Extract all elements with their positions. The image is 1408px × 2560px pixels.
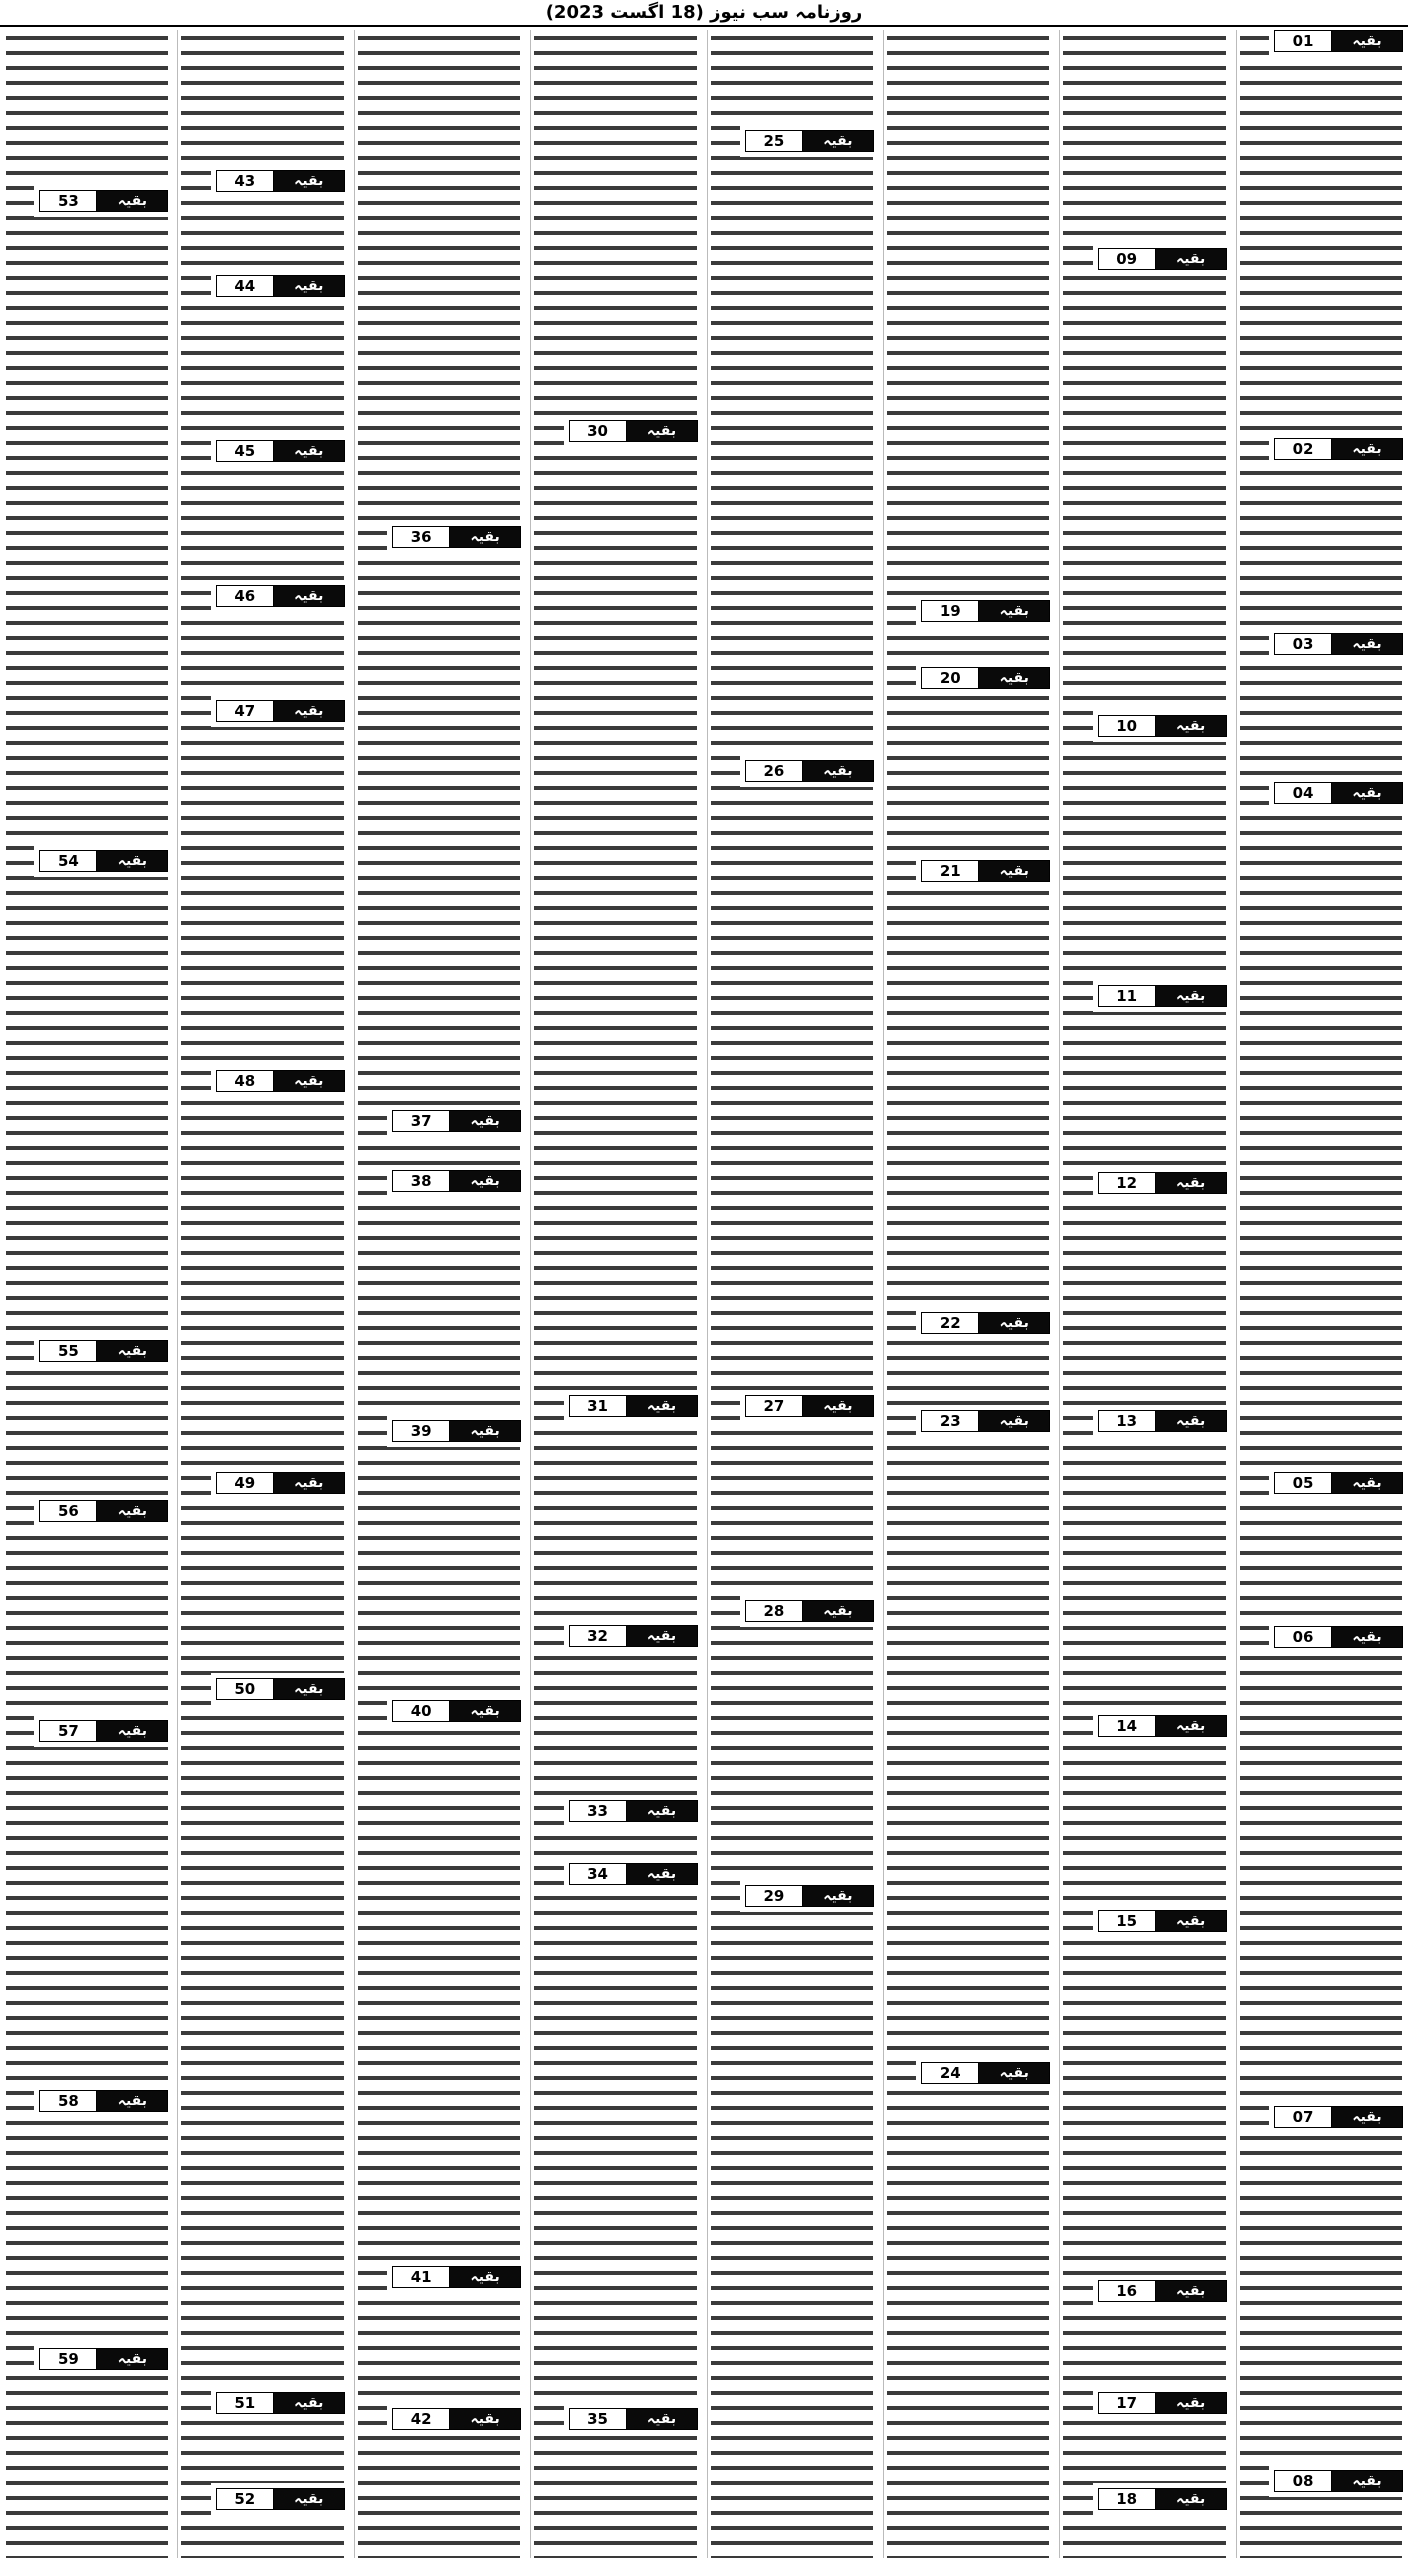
section-label: بقیہ bbox=[273, 2392, 345, 2414]
section-number: 32 bbox=[569, 1625, 626, 1647]
section-number: 39 bbox=[392, 1420, 449, 1442]
section-label: بقیہ bbox=[1155, 2280, 1227, 2302]
section-number: 31 bbox=[569, 1395, 626, 1417]
section-number: 30 bbox=[569, 420, 626, 442]
section-number: 10 bbox=[1098, 715, 1155, 737]
section-number: 07 bbox=[1274, 2106, 1331, 2128]
section-label: بقیہ bbox=[626, 420, 698, 442]
section-label: بقیہ bbox=[273, 170, 345, 192]
column-6 bbox=[354, 30, 524, 2558]
continuation-section bbox=[1274, 782, 1403, 804]
section-number: 27 bbox=[745, 1395, 802, 1417]
continuation-section bbox=[921, 860, 1050, 882]
section-number: 02 bbox=[1274, 438, 1331, 460]
section-label: بقیہ bbox=[273, 1678, 345, 1700]
column-4 bbox=[707, 30, 877, 2558]
section-label: بقیہ bbox=[978, 1410, 1050, 1432]
section-label: بقیہ bbox=[449, 1110, 521, 1132]
continuation-section bbox=[745, 1600, 874, 1622]
column-1 bbox=[1236, 30, 1406, 2558]
section-label: بقیہ bbox=[1155, 248, 1227, 270]
continuation-section bbox=[1098, 248, 1227, 270]
column-3 bbox=[883, 30, 1053, 2558]
section-number: 06 bbox=[1274, 1626, 1331, 1648]
column-7 bbox=[177, 30, 347, 2558]
section-label: بقیہ bbox=[449, 1170, 521, 1192]
section-label: بقیہ bbox=[1331, 2106, 1403, 2128]
section-number: 16 bbox=[1098, 2280, 1155, 2302]
section-number: 03 bbox=[1274, 633, 1331, 655]
section-label: بقیہ bbox=[449, 1700, 521, 1722]
section-number: 55 bbox=[39, 1340, 96, 1362]
continuation-section bbox=[216, 170, 345, 192]
section-label: بقیہ bbox=[1155, 1910, 1227, 1932]
section-number: 40 bbox=[392, 1700, 449, 1722]
section-label: بقیہ bbox=[802, 760, 874, 782]
section-number: 48 bbox=[216, 1070, 273, 1092]
continuation-section bbox=[216, 2488, 345, 2510]
section-label: بقیہ bbox=[626, 1863, 698, 1885]
continuation-section bbox=[1098, 1410, 1227, 1432]
section-number: 04 bbox=[1274, 782, 1331, 804]
section-number: 33 bbox=[569, 1800, 626, 1822]
section-label: بقیہ bbox=[802, 1885, 874, 1907]
continuation-section bbox=[216, 1070, 345, 1092]
section-number: 52 bbox=[216, 2488, 273, 2510]
continuation-section bbox=[1274, 2470, 1403, 2492]
section-number: 11 bbox=[1098, 985, 1155, 1007]
continuation-section bbox=[1098, 985, 1227, 1007]
section-number: 24 bbox=[921, 2062, 978, 2084]
continuation-section bbox=[1098, 1172, 1227, 1194]
section-label: بقیہ bbox=[449, 2266, 521, 2288]
section-label: بقیہ bbox=[1331, 438, 1403, 460]
continuation-section bbox=[216, 275, 345, 297]
section-number: 25 bbox=[745, 130, 802, 152]
continuation-section bbox=[921, 667, 1050, 689]
section-number: 23 bbox=[921, 1410, 978, 1432]
continuation-section bbox=[745, 1885, 874, 1907]
section-number: 01 bbox=[1274, 30, 1331, 52]
section-label: بقیہ bbox=[1331, 30, 1403, 52]
section-number: 28 bbox=[745, 1600, 802, 1622]
continuation-section bbox=[569, 1863, 698, 1885]
section-number: 08 bbox=[1274, 2470, 1331, 2492]
continuation-section bbox=[39, 1720, 168, 1742]
section-label: بقیہ bbox=[449, 2408, 521, 2430]
section-number: 15 bbox=[1098, 1910, 1155, 1932]
section-number: 47 bbox=[216, 700, 273, 722]
continuation-section bbox=[392, 1700, 521, 1722]
section-label: بقیہ bbox=[1155, 1410, 1227, 1432]
section-number: 26 bbox=[745, 760, 802, 782]
section-number: 42 bbox=[392, 2408, 449, 2430]
section-label: بقیہ bbox=[96, 1720, 168, 1742]
continuation-section bbox=[569, 1800, 698, 1822]
continuation-section bbox=[39, 2348, 168, 2370]
column-2 bbox=[1059, 30, 1229, 2558]
continuation-section bbox=[392, 1420, 521, 1442]
section-number: 20 bbox=[921, 667, 978, 689]
continuation-section bbox=[39, 850, 168, 872]
continuation-section bbox=[745, 1395, 874, 1417]
continuation-section bbox=[921, 2062, 1050, 2084]
continuation-page-columns bbox=[2, 30, 1406, 2558]
continuation-section bbox=[392, 526, 521, 548]
continuation-section bbox=[216, 1472, 345, 1494]
section-label: بقیہ bbox=[96, 2348, 168, 2370]
section-label: بقیہ bbox=[96, 1500, 168, 1522]
section-number: 36 bbox=[392, 526, 449, 548]
section-label: بقیہ bbox=[273, 585, 345, 607]
continuation-section bbox=[569, 2408, 698, 2430]
section-label: بقیہ bbox=[1155, 985, 1227, 1007]
continuation-section bbox=[39, 2090, 168, 2112]
section-label: بقیہ bbox=[1331, 1626, 1403, 1648]
section-label: بقیہ bbox=[978, 2062, 1050, 2084]
section-label: بقیہ bbox=[802, 1395, 874, 1417]
continuation-section bbox=[39, 190, 168, 212]
continuation-section bbox=[1098, 2488, 1227, 2510]
section-label: بقیہ bbox=[978, 860, 1050, 882]
section-number: 35 bbox=[569, 2408, 626, 2430]
section-number: 44 bbox=[216, 275, 273, 297]
continuation-section bbox=[216, 585, 345, 607]
section-number: 21 bbox=[921, 860, 978, 882]
continuation-section bbox=[1274, 438, 1403, 460]
section-label: بقیہ bbox=[1331, 782, 1403, 804]
section-label: بقیہ bbox=[626, 2408, 698, 2430]
continuation-section bbox=[1274, 633, 1403, 655]
continuation-section bbox=[745, 130, 874, 152]
section-number: 58 bbox=[39, 2090, 96, 2112]
continuation-section bbox=[921, 600, 1050, 622]
continuation-section bbox=[921, 1312, 1050, 1334]
section-label: بقیہ bbox=[1331, 633, 1403, 655]
section-number: 19 bbox=[921, 600, 978, 622]
continuation-section bbox=[392, 1170, 521, 1192]
section-label: بقیہ bbox=[273, 700, 345, 722]
section-number: 51 bbox=[216, 2392, 273, 2414]
continuation-section bbox=[1098, 715, 1227, 737]
section-number: 46 bbox=[216, 585, 273, 607]
section-number: 41 bbox=[392, 2266, 449, 2288]
section-label: بقیہ bbox=[626, 1800, 698, 1822]
section-number: 18 bbox=[1098, 2488, 1155, 2510]
continuation-section bbox=[216, 1678, 345, 1700]
section-label: بقیہ bbox=[273, 275, 345, 297]
continuation-section bbox=[1098, 1910, 1227, 1932]
section-number: 45 bbox=[216, 440, 273, 462]
section-number: 34 bbox=[569, 1863, 626, 1885]
section-number: 54 bbox=[39, 850, 96, 872]
section-number: 17 bbox=[1098, 2392, 1155, 2414]
continuation-section bbox=[569, 1625, 698, 1647]
section-label: بقیہ bbox=[626, 1625, 698, 1647]
section-number: 53 bbox=[39, 190, 96, 212]
section-label: بقیہ bbox=[1155, 1172, 1227, 1194]
section-label: بقیہ bbox=[978, 1312, 1050, 1334]
column-8 bbox=[2, 30, 171, 2558]
section-label: بقیہ bbox=[626, 1395, 698, 1417]
section-label: بقیہ bbox=[273, 1070, 345, 1092]
section-label: بقیہ bbox=[96, 850, 168, 872]
section-label: بقیہ bbox=[978, 600, 1050, 622]
section-label: بقیہ bbox=[1155, 2392, 1227, 2414]
continuation-section bbox=[392, 1110, 521, 1132]
section-number: 22 bbox=[921, 1312, 978, 1334]
continuation-section bbox=[39, 1500, 168, 1522]
continuation-section bbox=[1098, 1715, 1227, 1737]
section-label: بقیہ bbox=[96, 2090, 168, 2112]
section-label: بقیہ bbox=[273, 440, 345, 462]
continuation-section bbox=[1274, 2106, 1403, 2128]
section-number: 05 bbox=[1274, 1472, 1331, 1494]
section-label: بقیہ bbox=[802, 1600, 874, 1622]
section-number: 09 bbox=[1098, 248, 1155, 270]
section-number: 57 bbox=[39, 1720, 96, 1742]
section-number: 12 bbox=[1098, 1172, 1155, 1194]
section-label: بقیہ bbox=[96, 190, 168, 212]
section-number: 29 bbox=[745, 1885, 802, 1907]
masthead-divider bbox=[0, 25, 1408, 27]
section-number: 14 bbox=[1098, 1715, 1155, 1737]
continuation-section bbox=[569, 420, 698, 442]
newspaper-masthead: روزنامہ سب نیوز (18 اگست 2023) bbox=[545, 1, 863, 23]
section-number: 56 bbox=[39, 1500, 96, 1522]
section-label: بقیہ bbox=[1155, 1715, 1227, 1737]
continuation-section bbox=[216, 440, 345, 462]
section-label: بقیہ bbox=[1331, 2470, 1403, 2492]
section-label: بقیہ bbox=[1155, 715, 1227, 737]
continuation-section bbox=[39, 1340, 168, 1362]
continuation-section bbox=[216, 2392, 345, 2414]
section-label: بقیہ bbox=[449, 1420, 521, 1442]
continuation-section bbox=[1274, 30, 1403, 52]
continuation-section bbox=[392, 2266, 521, 2288]
continuation-section bbox=[745, 760, 874, 782]
continuation-section bbox=[392, 2408, 521, 2430]
continuation-section bbox=[569, 1395, 698, 1417]
section-number: 37 bbox=[392, 1110, 449, 1132]
section-number: 49 bbox=[216, 1472, 273, 1494]
section-label: بقیہ bbox=[1155, 2488, 1227, 2510]
section-label: بقیہ bbox=[273, 2488, 345, 2510]
section-label: بقیہ bbox=[1331, 1472, 1403, 1494]
section-label: بقیہ bbox=[802, 130, 874, 152]
continuation-section bbox=[921, 1410, 1050, 1432]
section-label: بقیہ bbox=[978, 667, 1050, 689]
column-5 bbox=[530, 30, 700, 2558]
continuation-section bbox=[1274, 1626, 1403, 1648]
section-number: 13 bbox=[1098, 1410, 1155, 1432]
section-label: بقیہ bbox=[96, 1340, 168, 1362]
continuation-section bbox=[1274, 1472, 1403, 1494]
section-label: بقیہ bbox=[273, 1472, 345, 1494]
section-number: 43 bbox=[216, 170, 273, 192]
continuation-section bbox=[1098, 2280, 1227, 2302]
continuation-section bbox=[1098, 2392, 1227, 2414]
section-number: 50 bbox=[216, 1678, 273, 1700]
section-number: 38 bbox=[392, 1170, 449, 1192]
section-number: 59 bbox=[39, 2348, 96, 2370]
section-label: بقیہ bbox=[449, 526, 521, 548]
continuation-section bbox=[216, 700, 345, 722]
